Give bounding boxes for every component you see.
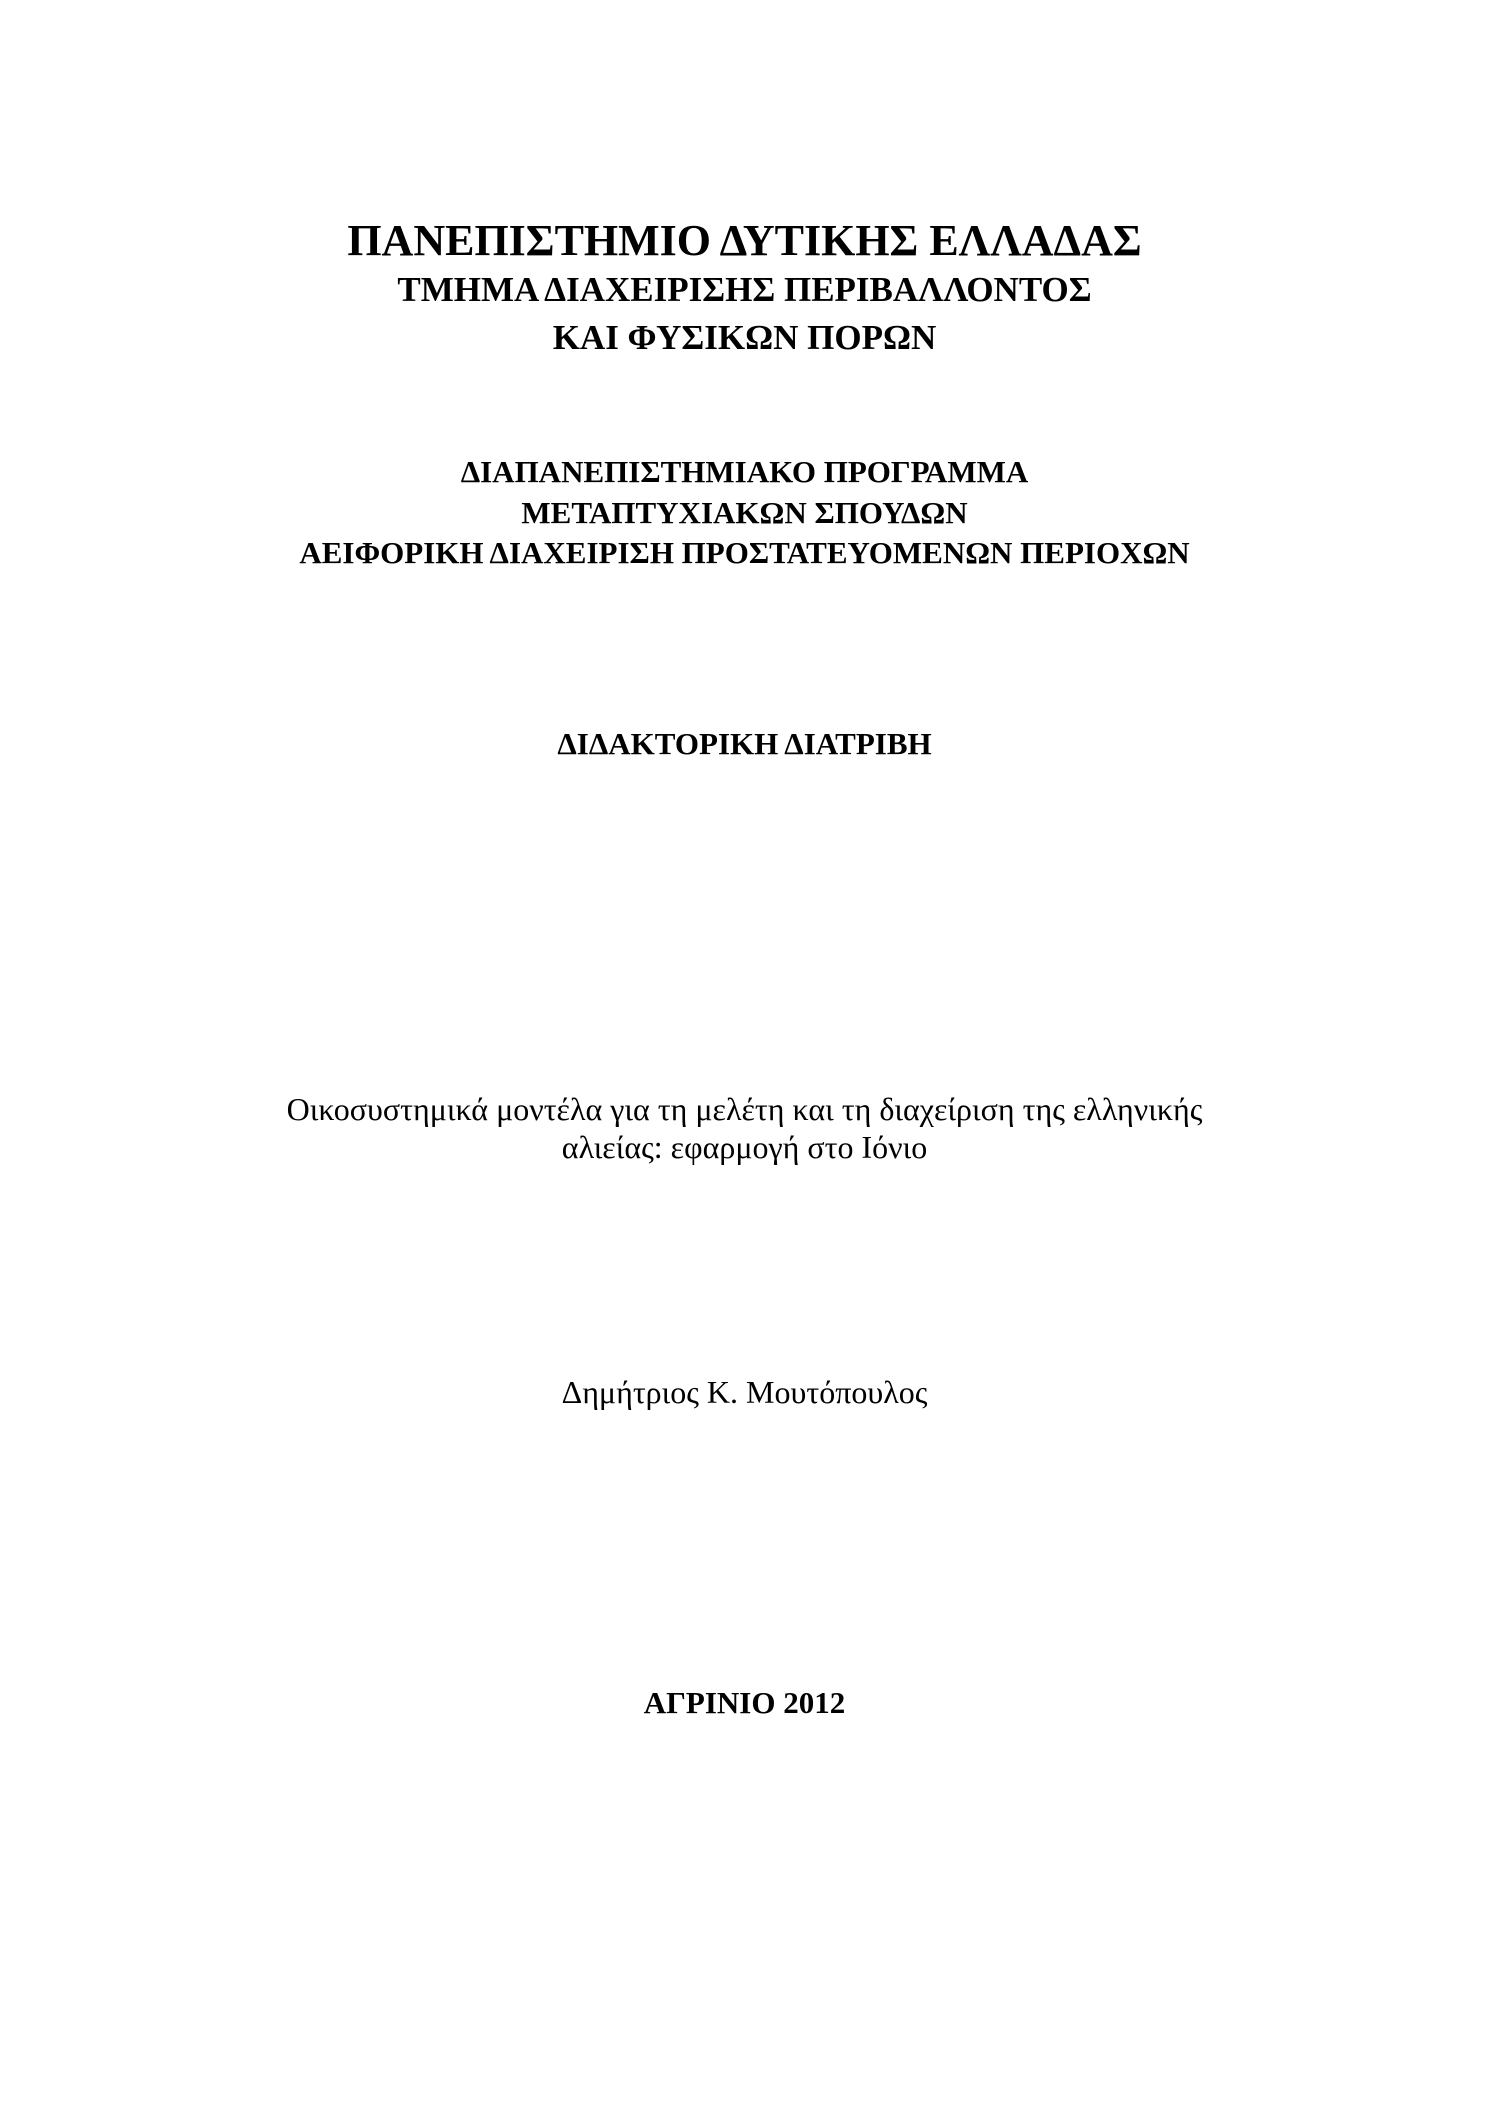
programme-line-3: ΑΕΙΦΟΡΙΚΗ ΔΙΑΧΕΙΡΙΣΗ ΠΡΟΣΤΑΤΕΥΟΜΕΝΩΝ ΠΕΡΙΟΧΩΝ [299,535,1190,570]
thesis-type: ΔΙΔΑΚΤΟΡΙΚΗ ΔΙΑΤΡΙΒΗ [557,726,932,761]
programme-line-1: ΔΙΑΠΑΝΕΠΙΣΤΗΜΙΑΚΟ ΠΡΟΓΡΑΜΜΑ [460,454,1029,489]
thesis-title-line-2: αλιείας: εφαρμογή στο Ιόνιο [561,1129,928,1165]
place-and-year: ΑΓΡΙΝΙΟ 2012 [643,1685,846,1720]
programme-line-2: ΜΕΤΑΠΤΥΧΙΑΚΩΝ ΣΠΟΥΔΩΝ [521,495,968,530]
thesis-title-line-1: Οικοσυστημικά μοντέλα για τη μελέτη και τη διαχείριση της ελληνικής [286,1091,1203,1127]
department-line-1: ΤΜΗΜΑ ΔΙΑΧΕΙΡΙΣΗΣ ΠΕΡΙΒΑΛΛΟΝΤΟΣ [397,270,1092,309]
author-name: Δημήτριος Κ. Μουτόπουλος [561,1374,928,1410]
department-line-2: ΚΑΙ ΦΥΣΙΚΩΝ ΠΟΡΩΝ [552,318,937,357]
university-name: ΠΑΝΕΠΙΣΤΗΜΙΟ ΔΥΤΙΚΗΣ ΕΛΛΑΔΑΣ [347,216,1142,265]
